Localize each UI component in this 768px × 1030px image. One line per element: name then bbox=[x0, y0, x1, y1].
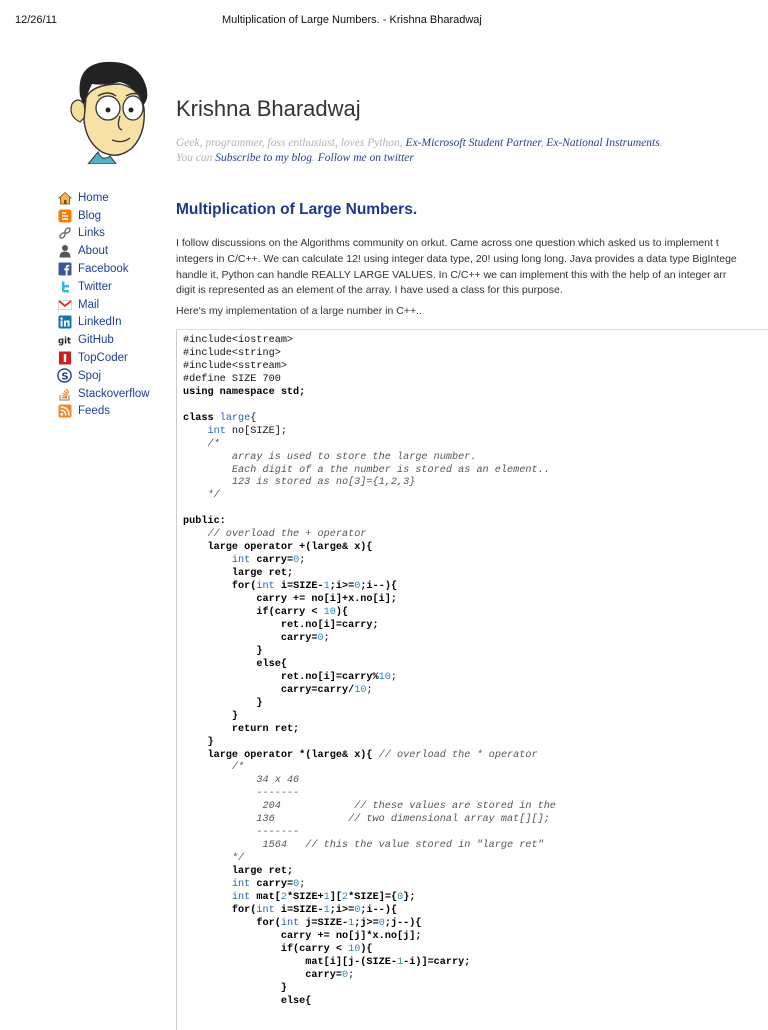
sidebar-item-label: Facebook bbox=[78, 263, 129, 276]
sidebar-item-blog[interactable] bbox=[57, 207, 167, 225]
paragraph-line: digit is represented as an element of the array. I have used a class for this purpose. bbox=[176, 284, 563, 297]
sidebar-item-github[interactable] bbox=[57, 331, 167, 349]
post-paragraph bbox=[176, 236, 768, 299]
post-paragraph-2: Here's my implementation of a large number in C++.. bbox=[176, 305, 422, 317]
sidebar-item-label: Spoj bbox=[78, 369, 102, 382]
sidebar-item-label: TopCoder bbox=[78, 352, 128, 365]
link-follow-twitter[interactable]: Follow me on twitter bbox=[317, 152, 414, 164]
facebook-icon bbox=[57, 262, 72, 276]
sidebar-item-label: Home bbox=[78, 191, 109, 204]
link-icon bbox=[57, 226, 72, 240]
paragraph-line: handle it, Python can handle REALLY LARGE VALUES. In C/C++ we can implement this with the help of an integer arr bbox=[176, 268, 727, 281]
sidebar-item-mail[interactable] bbox=[57, 296, 167, 314]
tagline-text: You can bbox=[176, 152, 213, 164]
sidebar-nav bbox=[57, 189, 167, 420]
paragraph-line: I follow discussions on the Algorithms community on orkut. Came across one question which asked us to implement t bbox=[176, 237, 719, 249]
sidebar-item-home[interactable] bbox=[57, 189, 167, 207]
link-subscribe[interactable]: Subscribe to my blog bbox=[215, 152, 312, 164]
twitter-icon bbox=[57, 280, 72, 294]
svg-text:git: git bbox=[57, 336, 71, 347]
sidebar-item-linkedin[interactable] bbox=[57, 314, 167, 332]
person-icon bbox=[57, 244, 72, 258]
sidebar-item-label: Stackoverflow bbox=[78, 387, 150, 400]
link-national-instruments[interactable]: Ex-National Instruments bbox=[546, 137, 660, 149]
topcoder-icon bbox=[57, 351, 72, 365]
site-title[interactable]: Krishna Bharadwaj bbox=[176, 96, 361, 121]
sidebar-item-label: About bbox=[78, 245, 109, 258]
sidebar-item-label: Feeds bbox=[78, 405, 110, 418]
sidebar-item-label: Mail bbox=[78, 298, 100, 311]
paragraph-line: integers in C/C++. We can calculate 12! using integer data type, 20! using long long. Java provides a data type BigIntege bbox=[176, 252, 737, 265]
stackoverflow-icon bbox=[57, 387, 72, 401]
post-title[interactable]: Multiplication of Large Numbers. bbox=[176, 201, 418, 218]
sidebar-item-feeds[interactable] bbox=[57, 403, 167, 421]
tagline-text: Geek, programmer, foss enthusiast, loves Python, bbox=[176, 137, 403, 149]
print-date: 12/26/11 bbox=[15, 14, 58, 26]
avatar bbox=[58, 56, 168, 164]
sidebar-item-label: GitHub bbox=[78, 334, 114, 347]
sidebar-item-label: Twitter bbox=[78, 280, 112, 293]
sidebar-item-label: LinkedIn bbox=[78, 316, 122, 329]
sidebar-item-twitter[interactable] bbox=[57, 278, 167, 296]
tagline-sep: . bbox=[311, 152, 315, 164]
code-listing: #include<iostream> #include<string> #include<sstream> #define SIZE 700 using namespace std; class large{ int no[SIZE]; /* array is used to store the large number. Each digit of a the number is stored as an element.. 123 is stored as no[3]={1,2,3} */ public: // overload the + operator large operator +(large& x){ int carry=0; large ret; for(int i=SIZE-1;i>=0;i--){ carry += no[i]+x.no[i]; if(carry < 10){ ret.no[i]=carry; carry=0; } else{ ret.no[i]=carry%10; carry=carry/10; } } return ret; } large operator *(large& x){ // overload the * operator /* 34 x 46 ------- 204 // these values are stored in the 136 // two dimensional array mat[][]; ------- 1564 // this the value stored in "large ret" */ large ret; int carry=0; int mat[2*SIZE+1][2*SIZE]={0}; for(int i=SIZE-1;i>=0;i--){ for(int j=SIZE-1;j>=0;j--){ carry += no[j]*x.no[j]; if(carry < 10){ mat[i][j-(SIZE-1-i)]=carry; carry=0; } else{ bbox=[183, 335, 556, 1007]
sidebar-item-topcoder[interactable] bbox=[57, 349, 167, 367]
svg-text:S: S bbox=[61, 371, 69, 383]
sidebar-item-label: Blog bbox=[78, 209, 102, 222]
home-icon bbox=[57, 191, 72, 205]
rss-icon bbox=[57, 404, 72, 418]
print-page-title: Multiplication of Large Numbers. - Krishna Bharadwaj bbox=[222, 14, 482, 26]
code-block bbox=[176, 329, 768, 1030]
sidebar-item-about[interactable] bbox=[57, 242, 167, 260]
sidebar-item-facebook[interactable] bbox=[57, 260, 167, 278]
tagline-sep: , bbox=[540, 137, 544, 149]
mail-icon bbox=[57, 298, 72, 312]
linkedin-icon bbox=[57, 315, 72, 329]
print-header bbox=[0, 14, 768, 30]
sidebar-item-links[interactable] bbox=[57, 225, 167, 243]
sidebar-item-stackoverflow[interactable] bbox=[57, 385, 167, 403]
tagline-sep: . bbox=[659, 137, 663, 149]
sidebar-item-label: Links bbox=[78, 227, 105, 240]
blogger-icon bbox=[57, 209, 72, 223]
site-tagline bbox=[176, 136, 766, 166]
spoj-icon bbox=[57, 369, 72, 383]
link-msp[interactable]: Ex-Microsoft Student Partner bbox=[405, 137, 541, 149]
sidebar-item-spoj[interactable] bbox=[57, 367, 167, 385]
github-icon bbox=[57, 333, 72, 347]
